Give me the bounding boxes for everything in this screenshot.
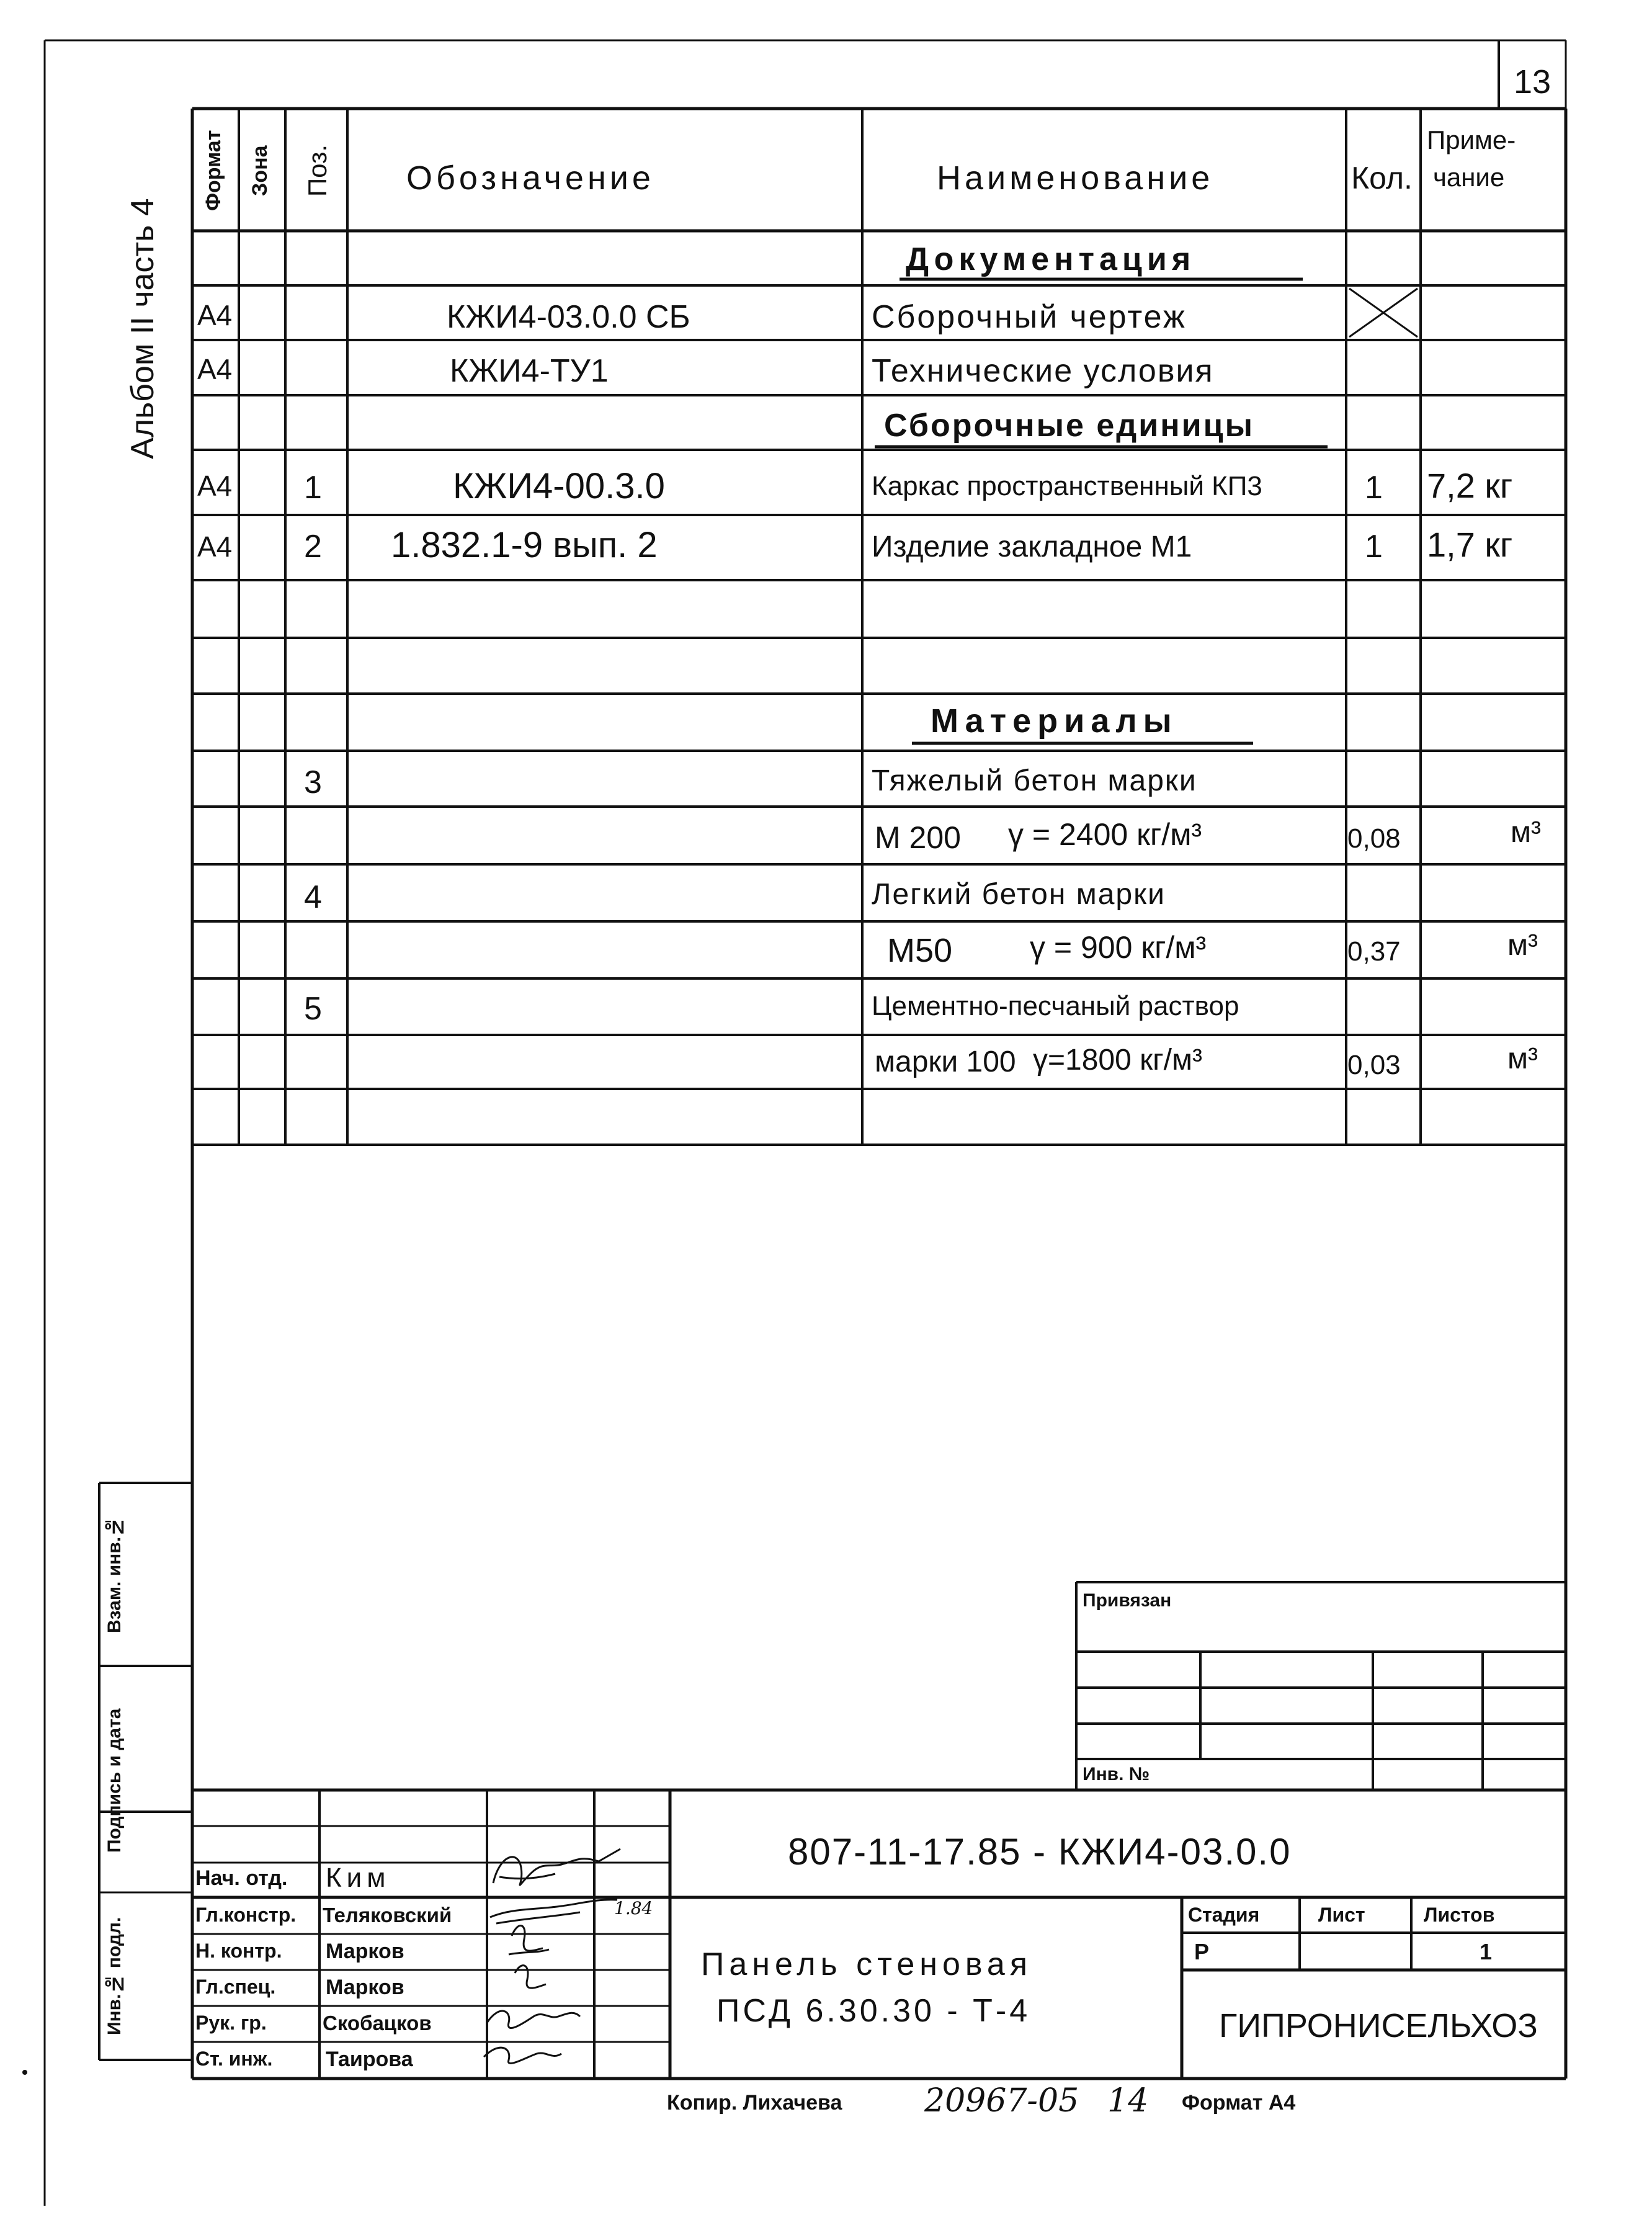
sheet-label: Лист <box>1318 1904 1365 1926</box>
header-qty: Кол. <box>1351 161 1413 195</box>
header-designation: Обозначение <box>406 159 654 197</box>
staff-role: Гл.констр. <box>195 1904 297 1926</box>
title-line2: ПСД 6.30.30 - Т-4 <box>717 1993 1031 2029</box>
row-asm2-name: Изделие закладное М1 <box>872 530 1192 563</box>
row-asm2-pos: 2 <box>304 529 322 565</box>
row-doc2-designation: КЖИ4-ТУ1 <box>450 353 609 389</box>
header-zone: Зона <box>248 145 272 196</box>
sheet-number: 13 <box>1514 63 1552 101</box>
staff-name: Скобацков <box>323 2012 432 2034</box>
row-asm1-name: Каркас пространственный КП3 <box>872 471 1262 501</box>
staff-role: Ст. инж. <box>195 2048 273 2070</box>
row-mat5-note: м³ <box>1507 1042 1538 1075</box>
staff-name: Теляковский <box>323 1904 452 1927</box>
row-mat4-density: γ = 900 кг/м³ <box>1030 930 1207 965</box>
row-mat3-name: Тяжелый бетон марки <box>872 764 1197 797</box>
row-mat5-pos: 5 <box>304 991 322 1027</box>
row-asm1-pos: 1 <box>304 470 322 506</box>
stage-label: Стадия <box>1188 1904 1260 1926</box>
row-doc2-name: Технические условия <box>872 353 1214 389</box>
sheets-value: 1 <box>1480 1939 1493 1964</box>
organization-name: ГИПРОНИСЕЛЬХОЗ <box>1219 2007 1538 2044</box>
footer-copied-by: Копир. Лихачева <box>667 2091 842 2115</box>
footer-page-number: 14 <box>1107 2082 1149 2119</box>
row-mat3-density: γ = 2400 кг/м³ <box>1008 817 1202 852</box>
row-mat4-name: Легкий бетон марки <box>872 878 1166 911</box>
row-asm1-note: 7,2 кг <box>1427 466 1513 505</box>
staff-role: Гл.спец. <box>195 1976 276 1998</box>
header-note-line2: чание <box>1433 163 1505 192</box>
staff-role: Н. контр. <box>195 1940 282 1962</box>
row-asm2-note: 1,7 кг <box>1427 525 1513 564</box>
signatures <box>475 1830 673 2079</box>
footer-format: Формат А4 <box>1182 2091 1296 2115</box>
header-pos: Поз. <box>303 145 332 197</box>
privyazan-label: Привязан <box>1083 1590 1172 1611</box>
stamp-podpis-data: Подпись и дата <box>104 1708 125 1853</box>
staff-role: Рук. гр. <box>195 2012 267 2034</box>
row-mat5-qty: 0,03 <box>1347 1050 1401 1080</box>
row-asm2-qty: 1 <box>1365 529 1383 565</box>
row-mat3-qty: 0,08 <box>1347 823 1401 854</box>
title-line1: Панель стеновая <box>701 1946 1032 1982</box>
header-name: Наименование <box>937 159 1214 197</box>
header-note-line1: Приме- <box>1427 125 1516 154</box>
date-mark: 1.84 <box>614 1898 653 1918</box>
section-documentation: Документация <box>906 241 1196 277</box>
row-asm1-qty: 1 <box>1365 470 1383 506</box>
row-asm1-format: А4 <box>197 470 233 502</box>
section-materials: Материалы <box>931 702 1178 740</box>
row-asm1-designation: КЖИ4-00.3.0 <box>453 466 665 506</box>
stamp-vzam-inv: Взам. инв.№ <box>104 1516 125 1633</box>
staff-name: Марков <box>326 1940 404 1963</box>
stamp-inv-podl: Инв.№ подл. <box>104 1917 125 2036</box>
header-format: Формат <box>202 130 225 212</box>
row-mat5-grade: марки 100 <box>875 1045 1016 1078</box>
stage-value: Р <box>1194 1939 1210 1964</box>
album-title: Альбом II часть 4 <box>125 198 161 459</box>
row-mat5-name: Цементно-песчаный раствор <box>872 991 1239 1021</box>
footer-order-number: 20967-05 <box>924 2082 1079 2119</box>
staff-name: Ким <box>326 1863 391 1893</box>
row-asm2-format: А4 <box>197 530 233 563</box>
row-mat4-note: м³ <box>1507 929 1538 962</box>
row-doc2-format: А4 <box>197 353 233 385</box>
row-mat3-grade: М 200 <box>875 820 961 855</box>
staff-name: Марков <box>326 1976 404 1999</box>
row-mat3-pos: 3 <box>304 764 322 800</box>
sheets-label: Листов <box>1424 1904 1495 1926</box>
row-mat4-pos: 4 <box>304 879 322 915</box>
staff-role: Нач. отд. <box>195 1866 288 1890</box>
row-doc1-name: Сборочный чертеж <box>872 299 1187 335</box>
row-mat4-qty: 0,37 <box>1347 936 1401 967</box>
row-mat4-grade: М50 <box>887 932 953 969</box>
row-asm2-designation: 1.832.1-9 вып. 2 <box>391 525 658 565</box>
row-mat5-density: γ=1800 кг/м³ <box>1033 1044 1202 1076</box>
section-assemblies: Сборочные единицы <box>884 408 1254 444</box>
row-mat3-note: м³ <box>1511 816 1541 849</box>
row-doc1-format: А4 <box>197 299 233 331</box>
staff-name: Таирова <box>326 2048 413 2071</box>
privyazan-inv-label: Инв. № <box>1083 1764 1150 1784</box>
document-code: 807-11-17.85 - КЖИ4-03.0.0 <box>788 1831 1292 1873</box>
row-doc1-designation: КЖИ4-03.0.0 СБ <box>447 299 690 335</box>
